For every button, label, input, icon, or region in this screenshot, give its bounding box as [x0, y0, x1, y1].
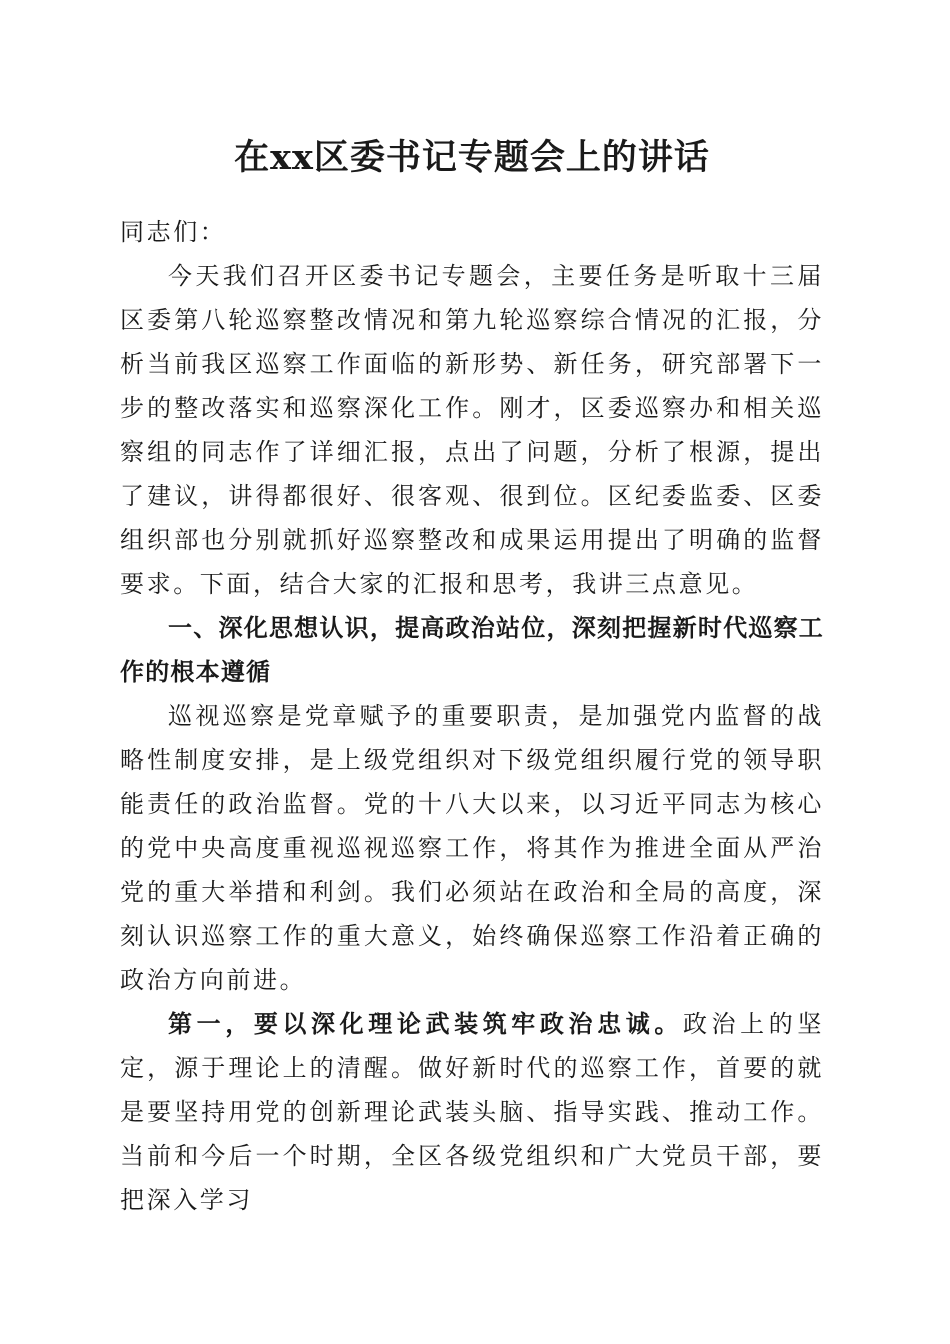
section-heading-1: 一、深化思想认识，提高政治站位，深刻把握新时代巡察工作的根本遵循: [120, 614, 824, 686]
point-1-text: 政治上的坚定，源于理论上的清醒。做好新时代的巡察工作，首要的就是要坚持用党的创新理论武装头脑、指导实践、推动工作。当前和今后一个时期，全区各级党组织和广大党员干部，要把深入学习: [120, 1010, 824, 1214]
opening-paragraph: 今天我们召开区委书记专题会，主要任务是听取十三届区委第八轮巡察整改情况和第九轮巡察综合情况的汇报，分析当前我区巡察工作面临的新形势、新任务，研究部署下一步的整改落实和巡察深化工作。刚才，区委巡察办和相关巡察组的同志作了详细汇报，点出了问题，分析了根源，提出了建议，讲得都很好、很客观、很到位。区纪委监委、区委组织部也分别就抓好巡察整改和成果运用提出了明确的监督要求。下面，结合大家的汇报和思考，我讲三点意见。: [120, 262, 824, 598]
section-1-paragraph: 巡视巡察是党章赋予的重要职责，是加强党内监督的战略性制度安排，是上级党组织对下级党组织履行党的领导职能责任的政治监督。党的十八大以来，以习近平同志为核心的党中央高度重视巡视巡察工作，将其作为推进全面从严治党的重大举措和利剑。我们必须站在政治和全局的高度，深刻认识巡察工作的重大意义，始终确保巡察工作沿着正确的政治方向前进。: [120, 702, 824, 994]
point-1-paragraph: [120, 1002, 824, 1222]
document-title: 在xx区委书记专题会上的讲话: [234, 137, 710, 178]
document-page: [120, 130, 824, 1222]
point-1-lead: 第一，要以深化理论武装筑牢政治忠诚。: [168, 1009, 683, 1038]
salutation: 同志们：: [120, 218, 227, 246]
